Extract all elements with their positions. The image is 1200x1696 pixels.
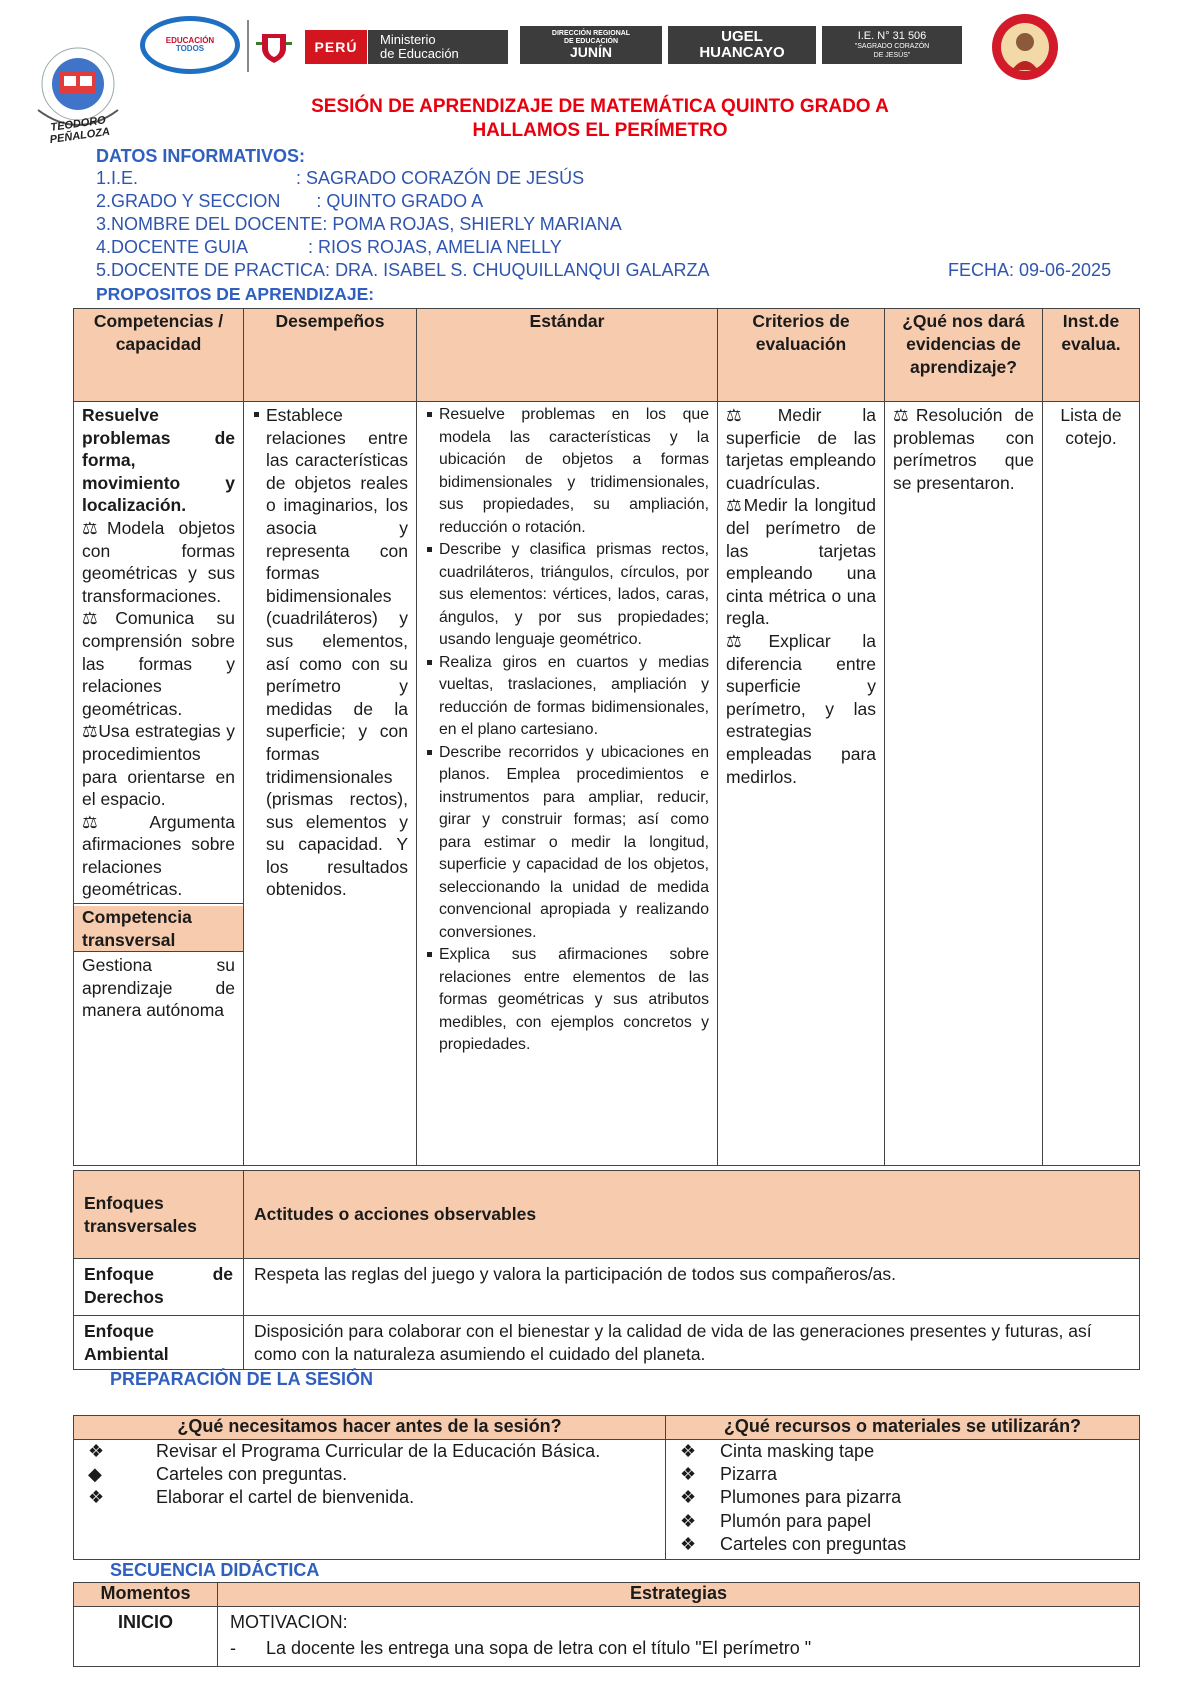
scales-icon: ⚖ [82,608,116,629]
educacion-todos-logo [140,16,240,74]
ugel-line2: HUANCAYO [699,44,785,61]
inicio-estrategias [218,1607,1140,1667]
bullet-icon: ❖ [680,1487,697,1508]
secuencia-heading: SECUENCIA DIDÁCTICA [110,1560,320,1580]
enfoque-derechos: Enfoque de Derechos [74,1259,244,1316]
ie-line3: DE JESÚS" [873,51,911,59]
momento-inicio: INICIO [74,1607,218,1667]
dre-line1: DIRECCIÓN REGIONAL [551,30,631,38]
criterio-item: ⚖Medir la superficie de las tarjetas empleando cuadrículas. [726,405,876,493]
desempeno-item: Establece relaciones entre las características de objetos reales o imaginarios, los asocia y representa con formas bidimensionales (cuadriláteros) y sus elementos, así como con su perímetro y medidas de la superficie; y con formas tridimensionales (prismas rectos), sus elementos y su capacidad. Y los resultados obtenidos. [252,404,408,901]
col-instrumento: Inst.de evalua. [1043,309,1140,402]
dato-docente: 3.NOMBRE DEL DOCENTE: POMA ROJAS, SHIERLY MARIANA [96,214,622,234]
educ-logo-line2: TODOS [175,44,205,53]
recurso-item: ❖ Plumones para pizarra [680,1486,1125,1509]
motivacion-label: MOTIVACION: [230,1612,348,1632]
recurso-item: ❖ Cinta masking tape [680,1440,1125,1463]
estandar-item: Explica sus afirmaciones sobre relaciones entre elementos de las formas geométricas y sus atributos medibles, con ejemplos concretos y propiedades. [425,944,709,1057]
scales-icon: ⚖ [82,721,99,742]
antes-item: ◆ Carteles con preguntas. [88,1463,651,1486]
criterio-item: ⚖Explicar la diferencia entre superficie y perímetro, y las estrategias empleadas para medirlos. [726,630,876,787]
capacidad-item: ⚖Usa estrategias y procedimientos para orientarse en el espacio. [82,721,235,810]
desempenos-cell [244,402,417,1166]
dre-junin-label [520,26,662,64]
transversal-label: Competencia transversal [74,906,243,951]
preparacion-table [73,1415,1140,1560]
scales-icon: ⚖ [726,405,778,425]
antes-cell [74,1440,666,1560]
secuencia-table [73,1582,1140,1667]
ministerio-line2: de Educación [380,46,459,61]
col-evidencias: ¿Qué nos dará evidencias de aprendizaje? [885,309,1043,402]
estandar-item: Realiza giros en cuartos y medias vueltas, traslaciones, ampliación y reducción de formas bidimensionales, en el plano cartesiano. [425,652,709,742]
estrategias-header: Estrategias [218,1583,1140,1607]
peru-label: PERÚ [305,30,367,64]
recurso-item: ❖ Plumón para papel [680,1510,1125,1533]
propositos-heading: PROPOSITOS DE APRENDIZAJE: [96,284,375,304]
dato-grado: 2.GRADO Y SECCION : QUINTO GRADO A [96,191,484,211]
col-criterios: Criterios de evaluación [718,309,885,402]
bullet-icon: ❖ [88,1487,105,1508]
ie-number-label [822,26,962,64]
educ-logo-line1: EDUCACIÓN [165,36,215,45]
peru-shield-icon [254,30,294,66]
enfoque-derechos-text: Respeta las reglas del juego y valora la participación de todos sus compañeros/as. [244,1259,1140,1316]
enfoques-header: Enfoques transversales [74,1171,244,1259]
school-emblem-text: TEODORO PEÑALOZA [49,114,111,147]
capacidad-item: ⚖Argumenta afirmaciones sobre relaciones geométricas. [82,811,235,900]
ministerio-label [368,30,508,64]
divider [74,951,243,952]
recurso-item: ❖ Carteles con preguntas [680,1533,1125,1556]
estandar-item: Describe recorridos y ubicaciones en planos. Emplea procedimientos e instrumentos para ampliar, reducir, girar y construir formas; así como para estimar o medir la longitud, superficie y capacidad de los objetos, seleccionando la unidad de medida convencional apropiada y realizando conversiones. [425,742,709,945]
dre-line3: JUNÍN [569,44,612,60]
evidencias-cell [885,402,1043,1166]
competencias-cell [74,402,244,1166]
capacidad-item: ⚖Comunica su comprensión sobre las formas y relaciones geométricas. [82,608,235,719]
criterio-item: ⚖Medir la longitud del perímetro de las tarjetas empleando una cinta métrica o una regla. [726,495,876,629]
evidencia-item: ⚖Resolución de problemas con perímetros que se presentaron. [893,405,1034,493]
transversal-text: Gestiona su aprendizaje de manera autónoma [82,955,235,1021]
capacidad-item: ⚖Modela objetos con formas geométricas y sus transformaciones. [82,517,235,606]
bullet-icon: ❖ [680,1533,697,1554]
bullet-icon: ❖ [680,1441,697,1461]
recursos-cell [666,1440,1140,1560]
scales-icon: ⚖ [726,495,744,516]
col-competencias: Competencias / capacidad [74,309,244,402]
sagrado-corazon-emblem [990,12,1060,82]
bullet-icon: ◆ [88,1464,102,1485]
antes-header: ¿Qué necesitamos hacer antes de la sesión? [74,1416,666,1440]
competencia-name: Resuelve problemas de forma, movimiento y localización. [82,405,235,516]
ministerio-line1: Ministerio [380,32,436,48]
col-estandar: Estándar [417,309,718,402]
bullet-icon: ❖ [680,1464,697,1485]
scales-icon: ⚖ [82,517,107,538]
instrumento-cell: Lista de cotejo. [1043,402,1140,1166]
col-desempenos: Desempeños [244,309,417,402]
session-title: SESIÓN DE APRENDIZAJE DE MATEMÁTICA QUINTO GRADO A [311,96,889,117]
inicio-item: - La docente les entrega una sopa de letra con el título "El perímetro " [230,1635,1127,1661]
ugel-line1: UGEL [721,28,763,46]
preparacion-heading: PREPARACIÓN DE LA SESIÓN [110,1369,374,1389]
dato-ie: 1.I.E. : SAGRADO CORAZÓN DE JESÚS [96,168,585,188]
dre-line2: DE EDUCACIÓN [563,37,619,45]
actitudes-header: Actitudes o acciones observables [244,1171,1140,1259]
bullet-icon: ❖ [88,1441,105,1461]
enfoque-ambiental: Enfoque Ambiental [74,1316,244,1370]
scales-icon: ⚖ [893,405,916,425]
recurso-item: ❖ Pizarra [680,1463,1125,1486]
recursos-header: ¿Qué recursos o materiales se utilizarán? [666,1416,1140,1440]
session-subtitle: HALLAMOS EL PERÍMETRO [472,120,728,141]
ie-line2: "SAGRADO CORAZÓN [854,43,930,51]
datos-heading: DATOS INFORMATIVOS: [96,146,305,166]
bullet-icon: ❖ [680,1510,697,1531]
dato-docente-practica: 5.DOCENTE DE PRACTICA: DRA. ISABEL S. CHUQUILLANQUI GALARZA [96,260,710,280]
momentos-header: Momentos [74,1583,218,1607]
estandar-cell [417,402,718,1166]
propositos-table [73,308,1140,1166]
estandar-item: Describe y clasifica prismas rectos, cuadriláteros, triángulos, círculos, por sus elementos: vértices, lados, caras, ángulos, y por sus propiedades; usando lenguaje geométrico. [425,539,709,652]
scales-icon: ⚖ [82,811,150,832]
enfoque-ambiental-text: Disposición para colaborar con el bienestar y la calidad de vida de las generaciones presentes y futuras, así como con la naturaleza asumiendo el cuidado del planeta. [244,1316,1140,1370]
antes-item: ❖ Elaborar el cartel de bienvenida. [88,1486,651,1509]
header-divider [247,20,249,72]
scales-icon: ⚖ [726,630,769,651]
fecha: FECHA: 09-06-2025 [948,260,1112,280]
ugel-huancayo-label [668,26,816,64]
enfoques-table [73,1170,1140,1370]
divider [74,903,243,904]
antes-item: ❖ Revisar el Programa Curricular de la Educación Básica. [88,1440,651,1463]
dato-docente-guia: 4.DOCENTE GUIA : RIOS ROJAS, AMELIA NELLY [96,237,562,257]
criterios-cell [718,402,885,1166]
ie-line1: I.E. N° 31 506 [857,30,927,43]
estandar-item: Resuelve problemas en los que modela las características y la ubicación de objetos a formas bidimensionales y tridimensionales, sus propiedades, su ampliación, reducción o rotación. [425,404,709,539]
dash-icon: - [230,1638,236,1658]
